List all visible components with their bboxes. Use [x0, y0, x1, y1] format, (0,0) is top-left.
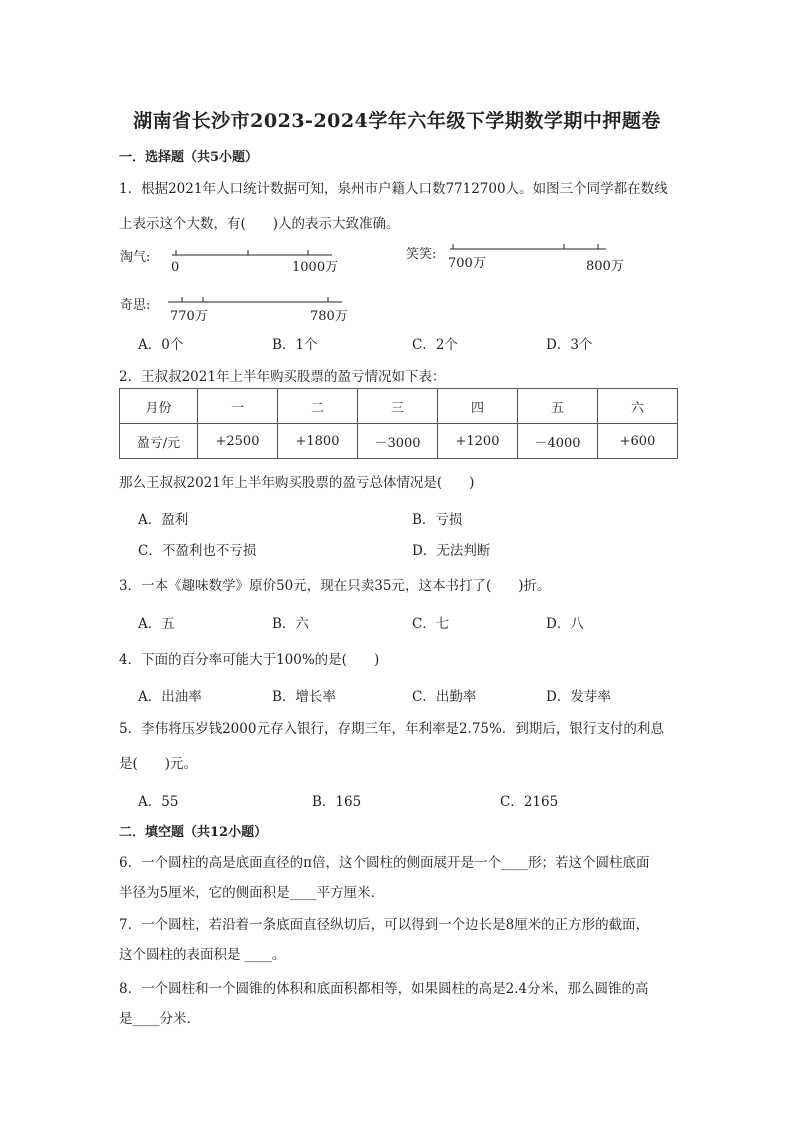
table-cell: +1200	[438, 424, 518, 459]
taoqi-left-label: 0	[171, 260, 180, 275]
page-title: 湖南省长沙市2023-2024学年六年级下学期数学期中押题卷	[133, 110, 661, 132]
qisi-right-label: 780万	[310, 309, 348, 324]
q2-option-c: C．不盈利也不亏损	[138, 543, 257, 559]
q1-option-d: D．3个	[546, 337, 593, 353]
qisi-name: 奇思:	[120, 298, 151, 313]
q1-text-line1: 1．根据2021年人口统计数据可知，泉州市户籍人口数7712700人。如图三个同学都在数线	[119, 181, 668, 197]
q8-text-line2: 是____分米．	[119, 1011, 200, 1027]
q7-text-line1: 7．一个圆柱，若沿着一条底面直径纵切后，可以得到一个边长是8厘米的正方形的截面，	[119, 917, 650, 933]
q4-option-c: C．出勤率	[412, 689, 477, 705]
table-cell: 二	[278, 389, 358, 424]
q1-number-lines	[110, 238, 670, 330]
table-cell: +600	[598, 424, 678, 459]
q8-text-line1: 8．一个圆柱和一个圆锥的体积和底面积都相等，如果圆柱的高是2.4分米，那么圆锥的高	[119, 981, 649, 997]
q3-option-a: A．五	[138, 616, 175, 632]
table-cell: 三	[358, 389, 438, 424]
q3-text: 3．一本《趣味数学》原价50元，现在只卖35元，这本书打了( )折。	[119, 578, 551, 594]
q2-question: 那么王叔叔2021年上半年购买股票的盈亏总体情况是( )	[119, 475, 475, 491]
q1-text-line2: 上表示这个大数，有( )人的表示大致准确。	[119, 216, 400, 232]
q3-option-b: B．六	[272, 616, 309, 632]
table-cell: +2500	[198, 424, 278, 459]
q4-option-a: A．出油率	[138, 689, 202, 705]
q6-text-line1: 6．一个圆柱的高是底面直径的π倍，这个圆柱的侧面展开是一个____形；若这个圆柱底面	[119, 855, 650, 871]
q2-text: 2．王叔叔2021年上半年购买股票的盈亏情况如下表：	[119, 369, 446, 385]
qisi-left-label: 770万	[170, 309, 208, 324]
table-cell: －3000	[358, 424, 438, 459]
taoqi-name: 淘气:	[120, 250, 151, 265]
q1-option-c: C．2个	[412, 337, 458, 353]
table-cell: 月份	[120, 389, 198, 424]
q5-option-a: A．55	[138, 794, 179, 810]
section-heading-choice: 一．选择题（共5小题）	[119, 150, 259, 165]
section-heading-fill: 二．填空题（共12小题）	[119, 825, 268, 840]
xiaoxiao-left-label: 700万	[448, 256, 486, 271]
table-cell: 六	[598, 389, 678, 424]
q5-text-line1: 5．李伟将压岁钱2000元存入银行，存期三年，年利率是2.75%．到期后，银行支付的利息	[119, 721, 664, 737]
q5-option-c: C．2165	[500, 794, 559, 810]
xiaoxiao-name: 笑笑:	[406, 247, 437, 262]
q7-text-line2: 这个圆柱的表面积是 ____。	[119, 947, 286, 963]
q3-option-d: D．八	[546, 616, 584, 632]
q4-option-d: D．发芽率	[546, 689, 611, 705]
q5-text-line2: 是( )元。	[119, 756, 198, 772]
table-cell: －4000	[518, 424, 598, 459]
q5-option-b: B．165	[312, 794, 362, 810]
table-cell: +1800	[278, 424, 358, 459]
q1-option-a: A．0个	[138, 337, 184, 353]
table-cell: 四	[438, 389, 518, 424]
q2-option-d: D．无法判断	[412, 543, 491, 559]
q4-option-b: B．增长率	[272, 689, 336, 705]
table-row	[120, 424, 678, 459]
table-cell: 五	[518, 389, 598, 424]
q6-text-line2: 半径为5厘米，它的侧面积是____平方厘米．	[119, 885, 385, 901]
q2-profit-table	[119, 388, 678, 459]
q2-option-b: B．亏损	[412, 512, 463, 528]
q3-option-c: C．七	[412, 616, 450, 632]
table-cell: 一	[198, 389, 278, 424]
xiaoxiao-right-label: 800万	[586, 259, 624, 274]
table-cell: 盈亏/元	[120, 424, 198, 459]
taoqi-right-label: 1000万	[292, 260, 339, 275]
table-header-row	[120, 389, 678, 424]
q1-option-b: B．1个	[272, 337, 318, 353]
q2-option-a: A．盈利	[138, 512, 189, 528]
q4-text: 4．下面的百分率可能大于100%的是( )	[119, 652, 380, 668]
